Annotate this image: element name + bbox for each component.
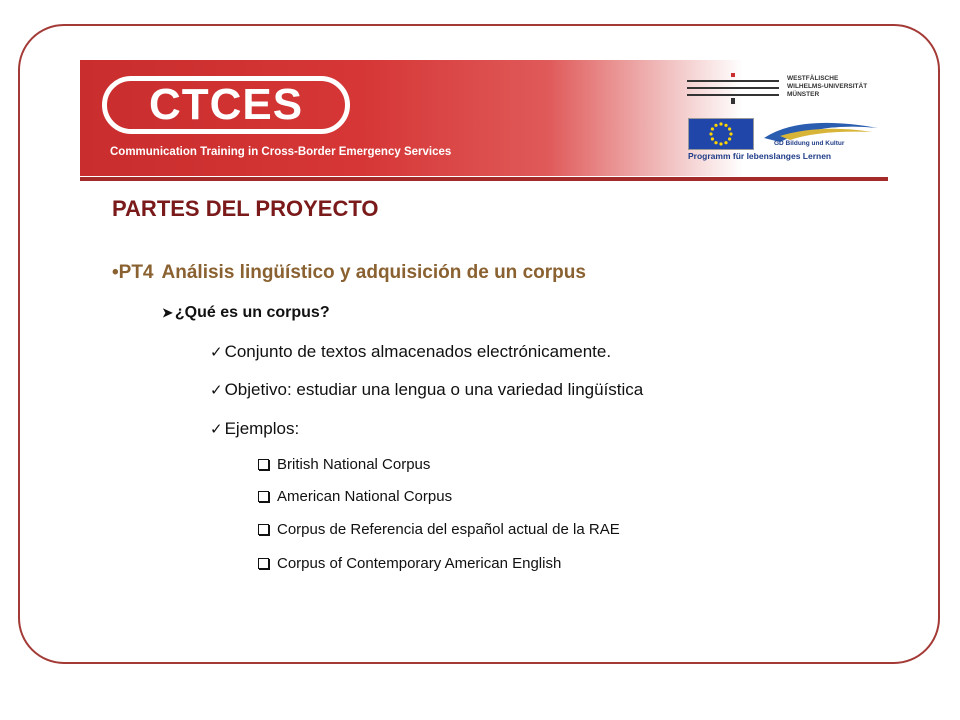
arrow-bullet-icon: ➤ [162,305,173,320]
university-line-2: WILHELMS-UNIVERSITÄT [787,83,868,90]
banner-tagline: Communication Training in Cross-Border Emergency Services [110,146,452,158]
question-item [162,304,330,322]
logo-text: CTCES [148,80,304,129]
example-item [258,456,430,473]
checkmark-icon: ✓ [210,421,223,438]
checkmark-icon: ✓ [210,344,223,361]
question-text: ¿Qué es un corpus? [174,304,330,321]
section-code: PT4 [118,262,154,283]
university-line-1: WESTFÄLISCHE [787,75,839,82]
slide-title: PARTES DEL PROYECTO [112,196,379,221]
checkmark-icon: ✓ [210,382,223,399]
programm-label: Programm für lebenslanges Lernen [688,151,832,161]
point-item [210,419,299,439]
point-item [210,380,643,400]
example-item [258,555,561,572]
checkbox-icon [258,459,269,470]
university-line-3: MÜNSTER [787,91,820,98]
example-text: Corpus de Referencia del español actual de la RAE [277,521,620,538]
checkbox-icon [258,524,269,535]
example-text: British National Corpus [277,456,431,473]
point-text: Objetivo: estudiar una lengua o una variedad lingüística [224,380,644,399]
section-label: Análisis lingüístico y adquisición de un corpus [161,262,586,283]
checkbox-icon [258,558,269,569]
point-text: Conjunto de textos almacenados electrónicamente. [224,342,612,361]
gd-label: GD Bildung und Kultur [774,140,845,147]
point-item [210,342,611,362]
example-text: Corpus of Contemporary American English [277,555,562,572]
point-text: Ejemplos: [224,419,300,438]
example-item [258,488,452,505]
checkbox-icon [258,491,269,502]
example-item [258,521,620,538]
example-text: American National Corpus [277,488,453,505]
section-heading [112,262,586,284]
section-bullet: • [112,262,119,283]
